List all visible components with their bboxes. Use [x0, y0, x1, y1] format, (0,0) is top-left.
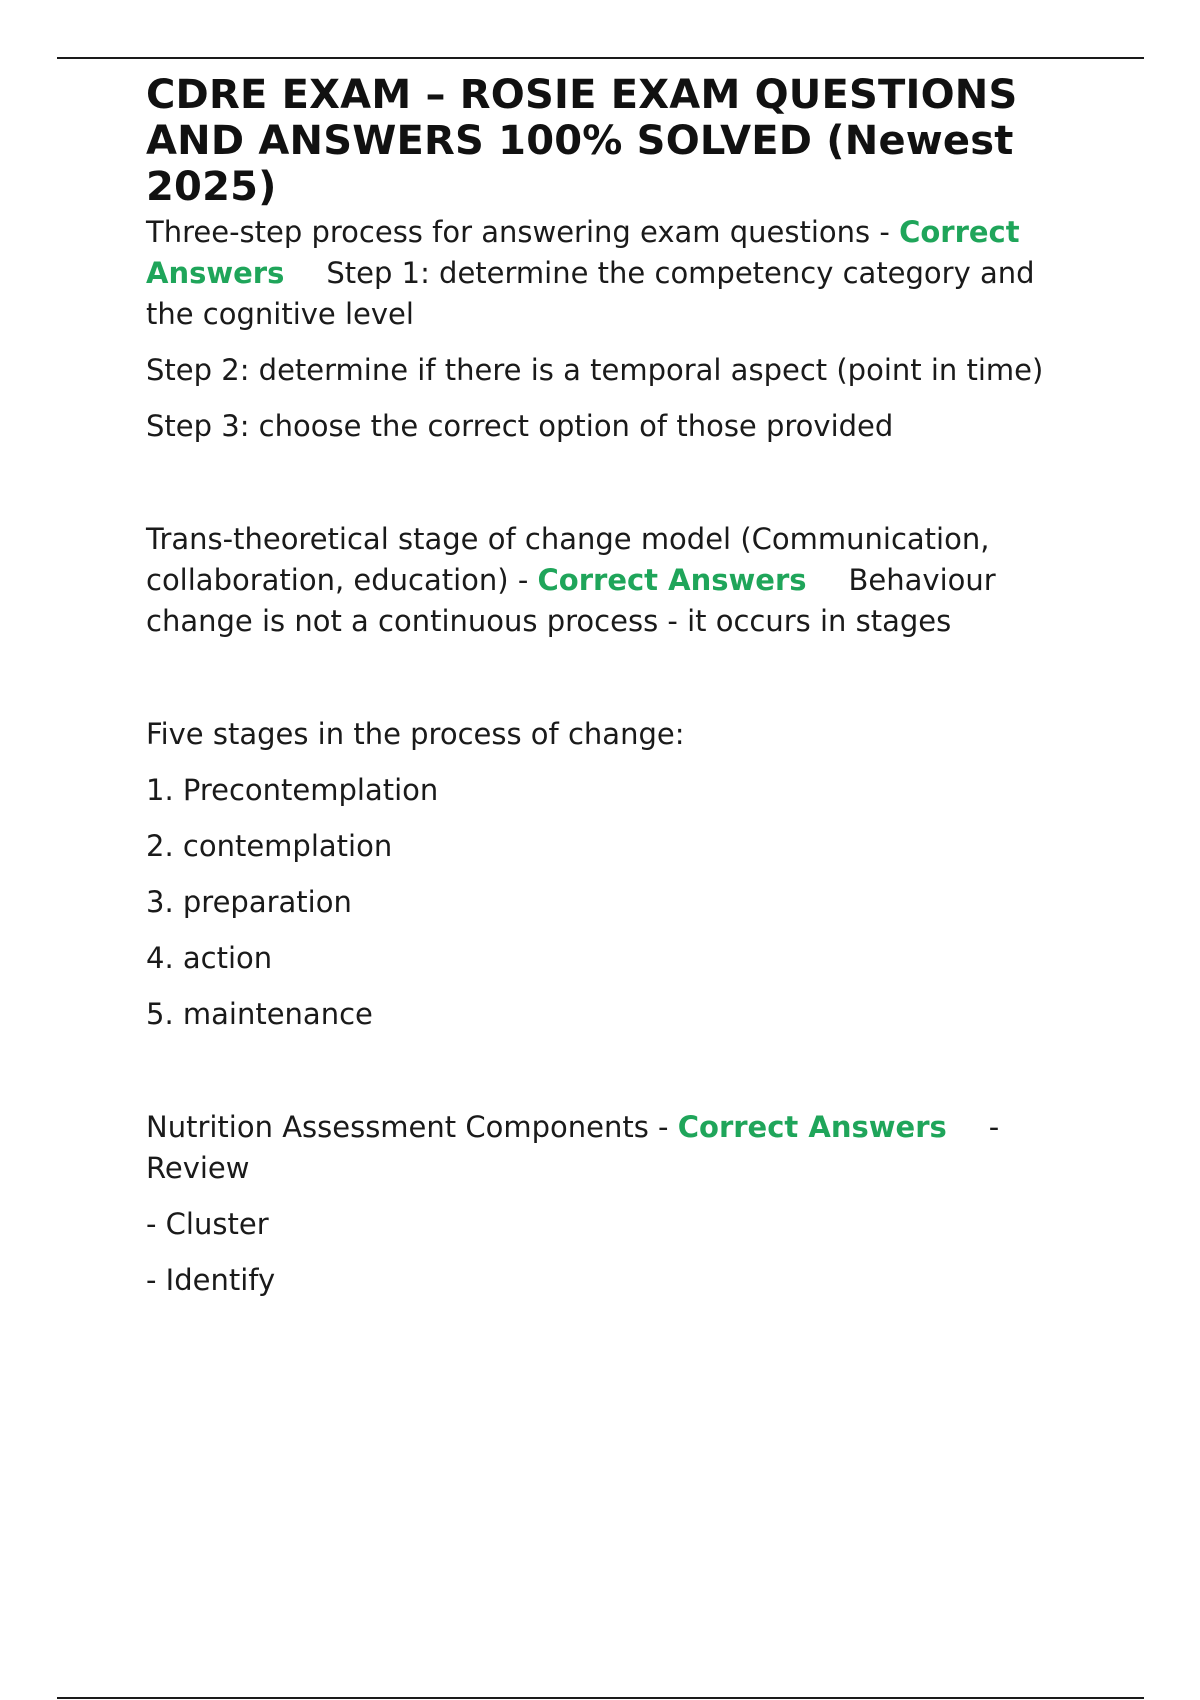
- qa-2: [146, 519, 1086, 642]
- qa-3-question: Nutrition Assessment Components -: [146, 1110, 678, 1144]
- bottom-rule: [57, 1697, 1144, 1699]
- qa-3-answer: - Review: [146, 1110, 1000, 1185]
- qa-1-answer-line: Step 2: determine if there is a temporal aspect (point in time): [146, 353, 1044, 387]
- qa-2-question: Trans-theoretical stage of change model (Communication, collaboration, education) -: [146, 522, 990, 597]
- qa-3-answer-marker: Correct Answers: [677, 1110, 947, 1144]
- qa-2-answer: Behaviour change is not a continuous process - it occurs in stages: [146, 563, 996, 638]
- list-item: 4. action: [146, 941, 273, 975]
- qa-3-answer-line: - Cluster: [146, 1207, 269, 1241]
- qa-2-answer-marker: Correct Answers: [537, 563, 807, 597]
- list-item: 5. maintenance: [146, 997, 373, 1031]
- qa-2-subheading: Five stages in the process of change:: [146, 717, 685, 751]
- qa-3-answer-line: - Identify: [146, 1263, 276, 1297]
- qa-1-answer: Step 1: determine the competency category and the cognitive level: [146, 256, 1035, 331]
- top-rule: [57, 57, 1144, 59]
- qa-1-answer-line: Step 3: choose the correct option of those provided: [146, 409, 894, 443]
- list-item: 3. preparation: [146, 885, 352, 919]
- qa-3: [146, 1107, 1086, 1189]
- document-title: CDRE EXAM – ROSIE EXAM QUESTIONS AND ANSWERS 100% SOLVED (Newest 2025): [146, 72, 1018, 210]
- qa-1-answer-marker: Correct Answers: [146, 215, 1020, 290]
- list-item: 1. Precontemplation: [146, 773, 439, 807]
- qa-1: [146, 212, 1086, 335]
- document-body: [146, 72, 1086, 1301]
- qa-1-question: Three-step process for answering exam questions -: [146, 215, 900, 249]
- list-item: 2. contemplation: [146, 829, 393, 863]
